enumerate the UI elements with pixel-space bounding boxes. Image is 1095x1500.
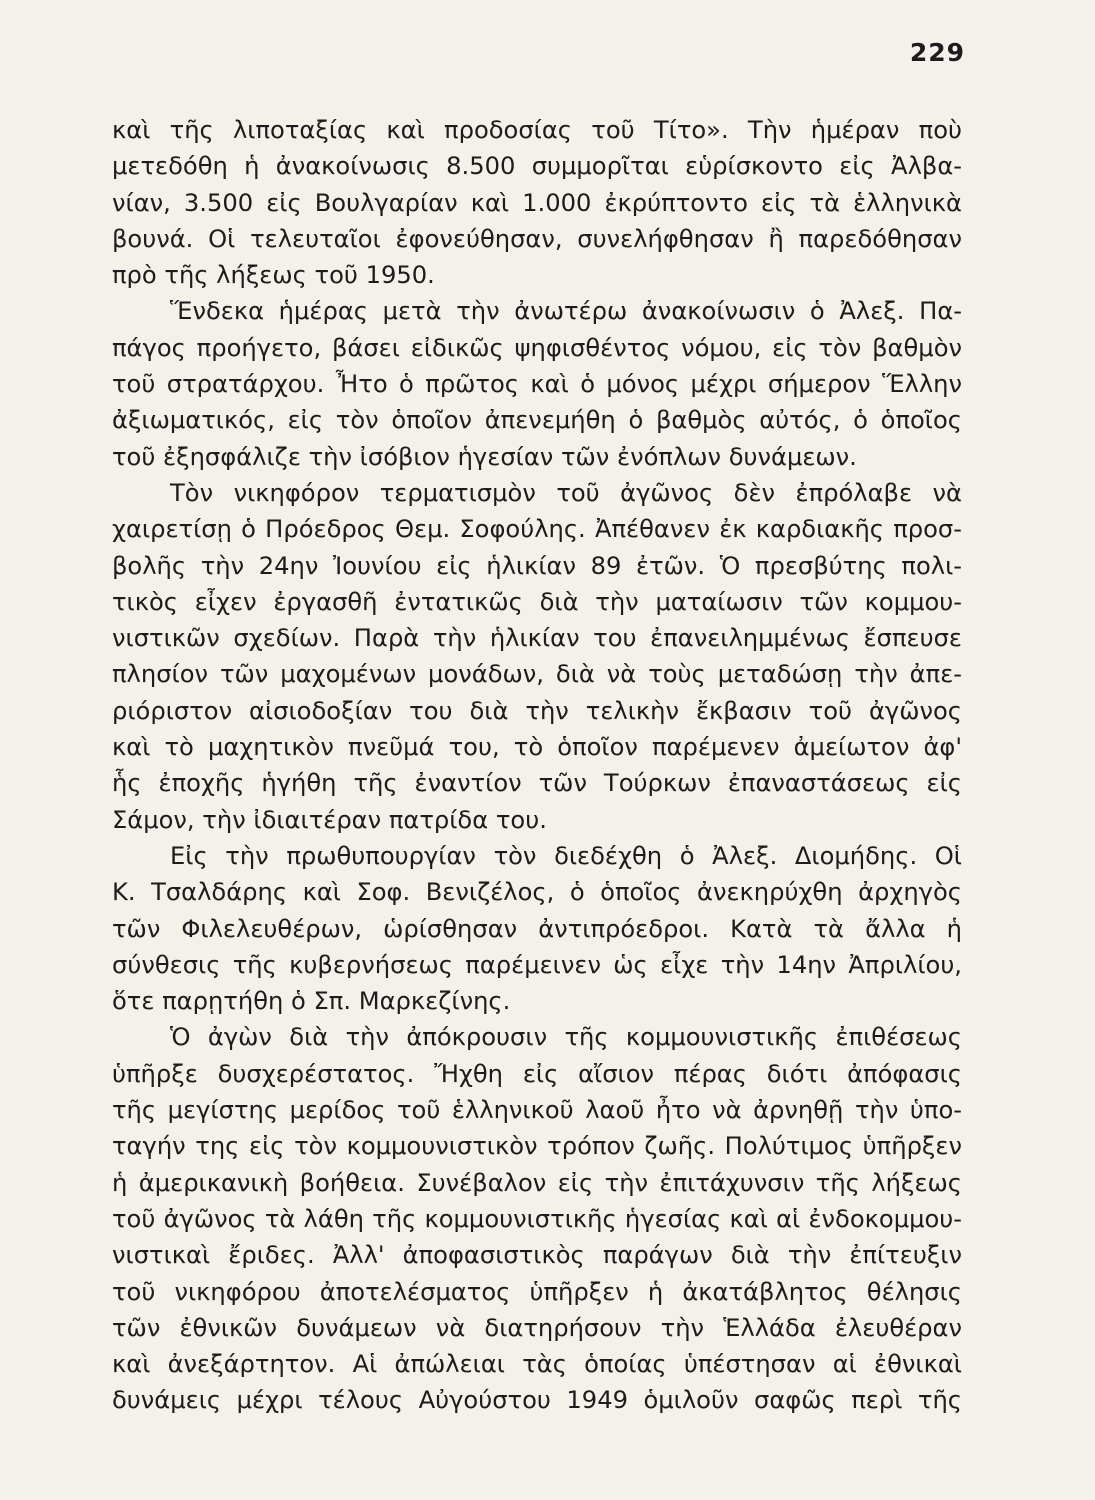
text-line: ὑπῆρξε δυσχερέστατος. Ἤχθη εἰς αἴσιον πέρας διότι ἀπόφασις [112,1059,962,1088]
text-line: ὅτε παρῃτήθη ὁ Σπ. Μαρκεζίνης. [112,987,511,1016]
text-line: δυνάμεις μέχρι τέλους Αὐγούστου 1949 ὁμιλοῦν σαφῶς περὶ τῆς [112,1386,962,1415]
text-line: νίαν, 3.500 εἰς Βουλγαρίαν καὶ 1.000 ἐκρύπτοντο εἰς τὰ ἑλληνικὰ [112,188,962,217]
text-line: ταγήν της εἰς τὸν κομμουνιστικὸν τρόπον ζωῆς. Πολύτιμος ὑπῆρξεν [112,1132,962,1161]
text-line: καὶ τῆς λιποταξίας καὶ προδοσίας τοῦ Τίτο». Τὴν ἡμέραν ποὺ [112,116,962,144]
text-line: Ὁ ἀγὼν διὰ τὴν ἀπόκρουσιν τῆς κομμουνιστικῆς ἐπιθέσεως [170,1023,962,1052]
text-line: Κ. Τσαλδάρης καὶ Σοφ. Βενιζέλος, ὁ ὁποῖος ἀνεκηρύχθη ἀρχηγὸς [112,878,962,907]
text-line: Σάμον, τὴν ἰδιαιτέραν πατρίδα του. [112,805,547,834]
body-text [112,112,962,1419]
text-line: καὶ ἀνεξάρτητον. Αἱ ἀπώλειαι τὰς ὁποίας ὑπέστησαν αἱ ἐθνικαὶ [112,1350,962,1379]
text-line: νιστικῶν σχεδίων. Παρὰ τὴν ἡλικίαν του ἐπανειλημμένως ἔσπευσε [112,624,962,653]
text-line: χαιρετίσῃ ὁ Πρόεδρος Θεμ. Σοφούλης. Ἀπέθανεν ἐκ καρδιακῆς προσ- [112,515,962,544]
text-line: ἀξιωματικός, εἰς τὸν ὁποῖον ἀπενεμήθη ὁ βαθμὸς αὐτός, ὁ ὁποῖος [112,406,962,435]
text-line: τῆς μεγίστης μερίδος τοῦ ἑλληνικοῦ λαοῦ ἦτο νὰ ἀρνηθῇ τὴν ὑπο- [112,1096,962,1125]
text-line: νιστικαὶ ἔριδες. Ἀλλ' ἀποφασιστικὸς παράγων διὰ τὴν ἐπίτευξιν [112,1241,962,1270]
text-line: πάγος προήγετο, βάσει εἰδικῶς ψηφισθέντος νόμου, εἰς τὸν βαθμὸν [112,333,962,362]
text-line: τικὸς εἶχεν ἐργασθῆ ἐντατικῶς διὰ τὴν ματαίωσιν τῶν κομμου- [112,587,962,616]
text-line: βολῆς τὴν 24ην Ἰουνίου εἰς ἡλικίαν 89 ἐτῶν. Ὁ πρεσβύτης πολι- [112,551,962,580]
text-line: βουνά. Οἱ τελευταῖοι ἐφονεύθησαν, συνελήφθησαν ἢ παρεδόθησαν [112,224,962,253]
text-line: πρὸ τῆς λήξεως τοῦ 1950. [112,261,435,290]
page-number: 229 [909,38,965,67]
text-line: Εἰς τὴν πρωθυπουργίαν τὸν διεδέχθη ὁ Ἀλεξ. Διομήδης. Οἱ [170,841,962,870]
text-line: καὶ τὸ μαχητικὸν πνεῦμά του, τὸ ὁποῖον παρέμενεν ἀμείωτον ἀφ' [112,733,962,762]
text-line: τῶν ἐθνικῶν δυνάμεων νὰ διατηρήσουν τὴν Ἑλλάδα ἐλευθέραν [112,1313,962,1342]
text-line: ριόριστον αἰσιοδοξίαν του διὰ τὴν τελικὴν ἔκβασιν τοῦ ἀγῶνος [112,696,962,725]
text-line: πλησίον τῶν μαχομένων μονάδων, διὰ νὰ τοὺς μεταδώσῃ τὴν ἀπε- [112,660,962,689]
text-line: τοῦ στρατάρχου. Ἦτο ὁ πρῶτος καὶ ὁ μόνος μέχρι σήμερον Ἕλλην [112,370,962,399]
text-line: Ἕνδεκα ἡμέρας μετὰ τὴν ἀνωτέρω ἀνακοίνωσιν ὁ Ἀλεξ. Πα- [170,297,962,326]
text-line: ἧς ἐποχῆς ἡγήθη τῆς ἐναντίον τῶν Τούρκων ἐπαναστάσεως εἰς [112,769,962,798]
text-line: σύνθεσις τῆς κυβερνήσεως παρέμεινεν ὡς εἶχε τὴν 14ην Ἀπριλίου, [112,950,962,979]
text-line: τοῦ νικηφόρου ἀποτελέσματος ὑπῆρξεν ἡ ἀκατάβλητος θέλησις [112,1277,962,1306]
text-line: Τὸν νικηφόρον τερματισμὸν τοῦ ἀγῶνος δὲν ἐπρόλαβε νὰ [170,478,962,507]
text-line: τῶν Φιλελευθέρων, ὡρίσθησαν ἀντιπρόεδροι. Κατὰ τὰ ἄλλα ἡ [112,914,962,943]
text-line: ἡ ἀμερικανικὴ βοήθεια. Συνέβαλον εἰς τὴν ἐπιτάχυνσιν τῆς λήξεως [112,1168,962,1197]
text-line: τοῦ ἐξησφάλιζε τὴν ἰσόβιον ἡγεσίαν τῶν ἐνόπλων δυνάμεων. [112,442,857,471]
text-line: τοῦ ἀγῶνος τὰ λάθη τῆς κομμουνιστικῆς ἡγεσίας καὶ αἱ ἐνδοκομμου- [112,1204,962,1233]
text-line: μετεδόθη ἡ ἀνακοίνωσις 8.500 συμμορῖται εὑρίσκοντο εἰς Ἀλβα- [112,152,962,181]
